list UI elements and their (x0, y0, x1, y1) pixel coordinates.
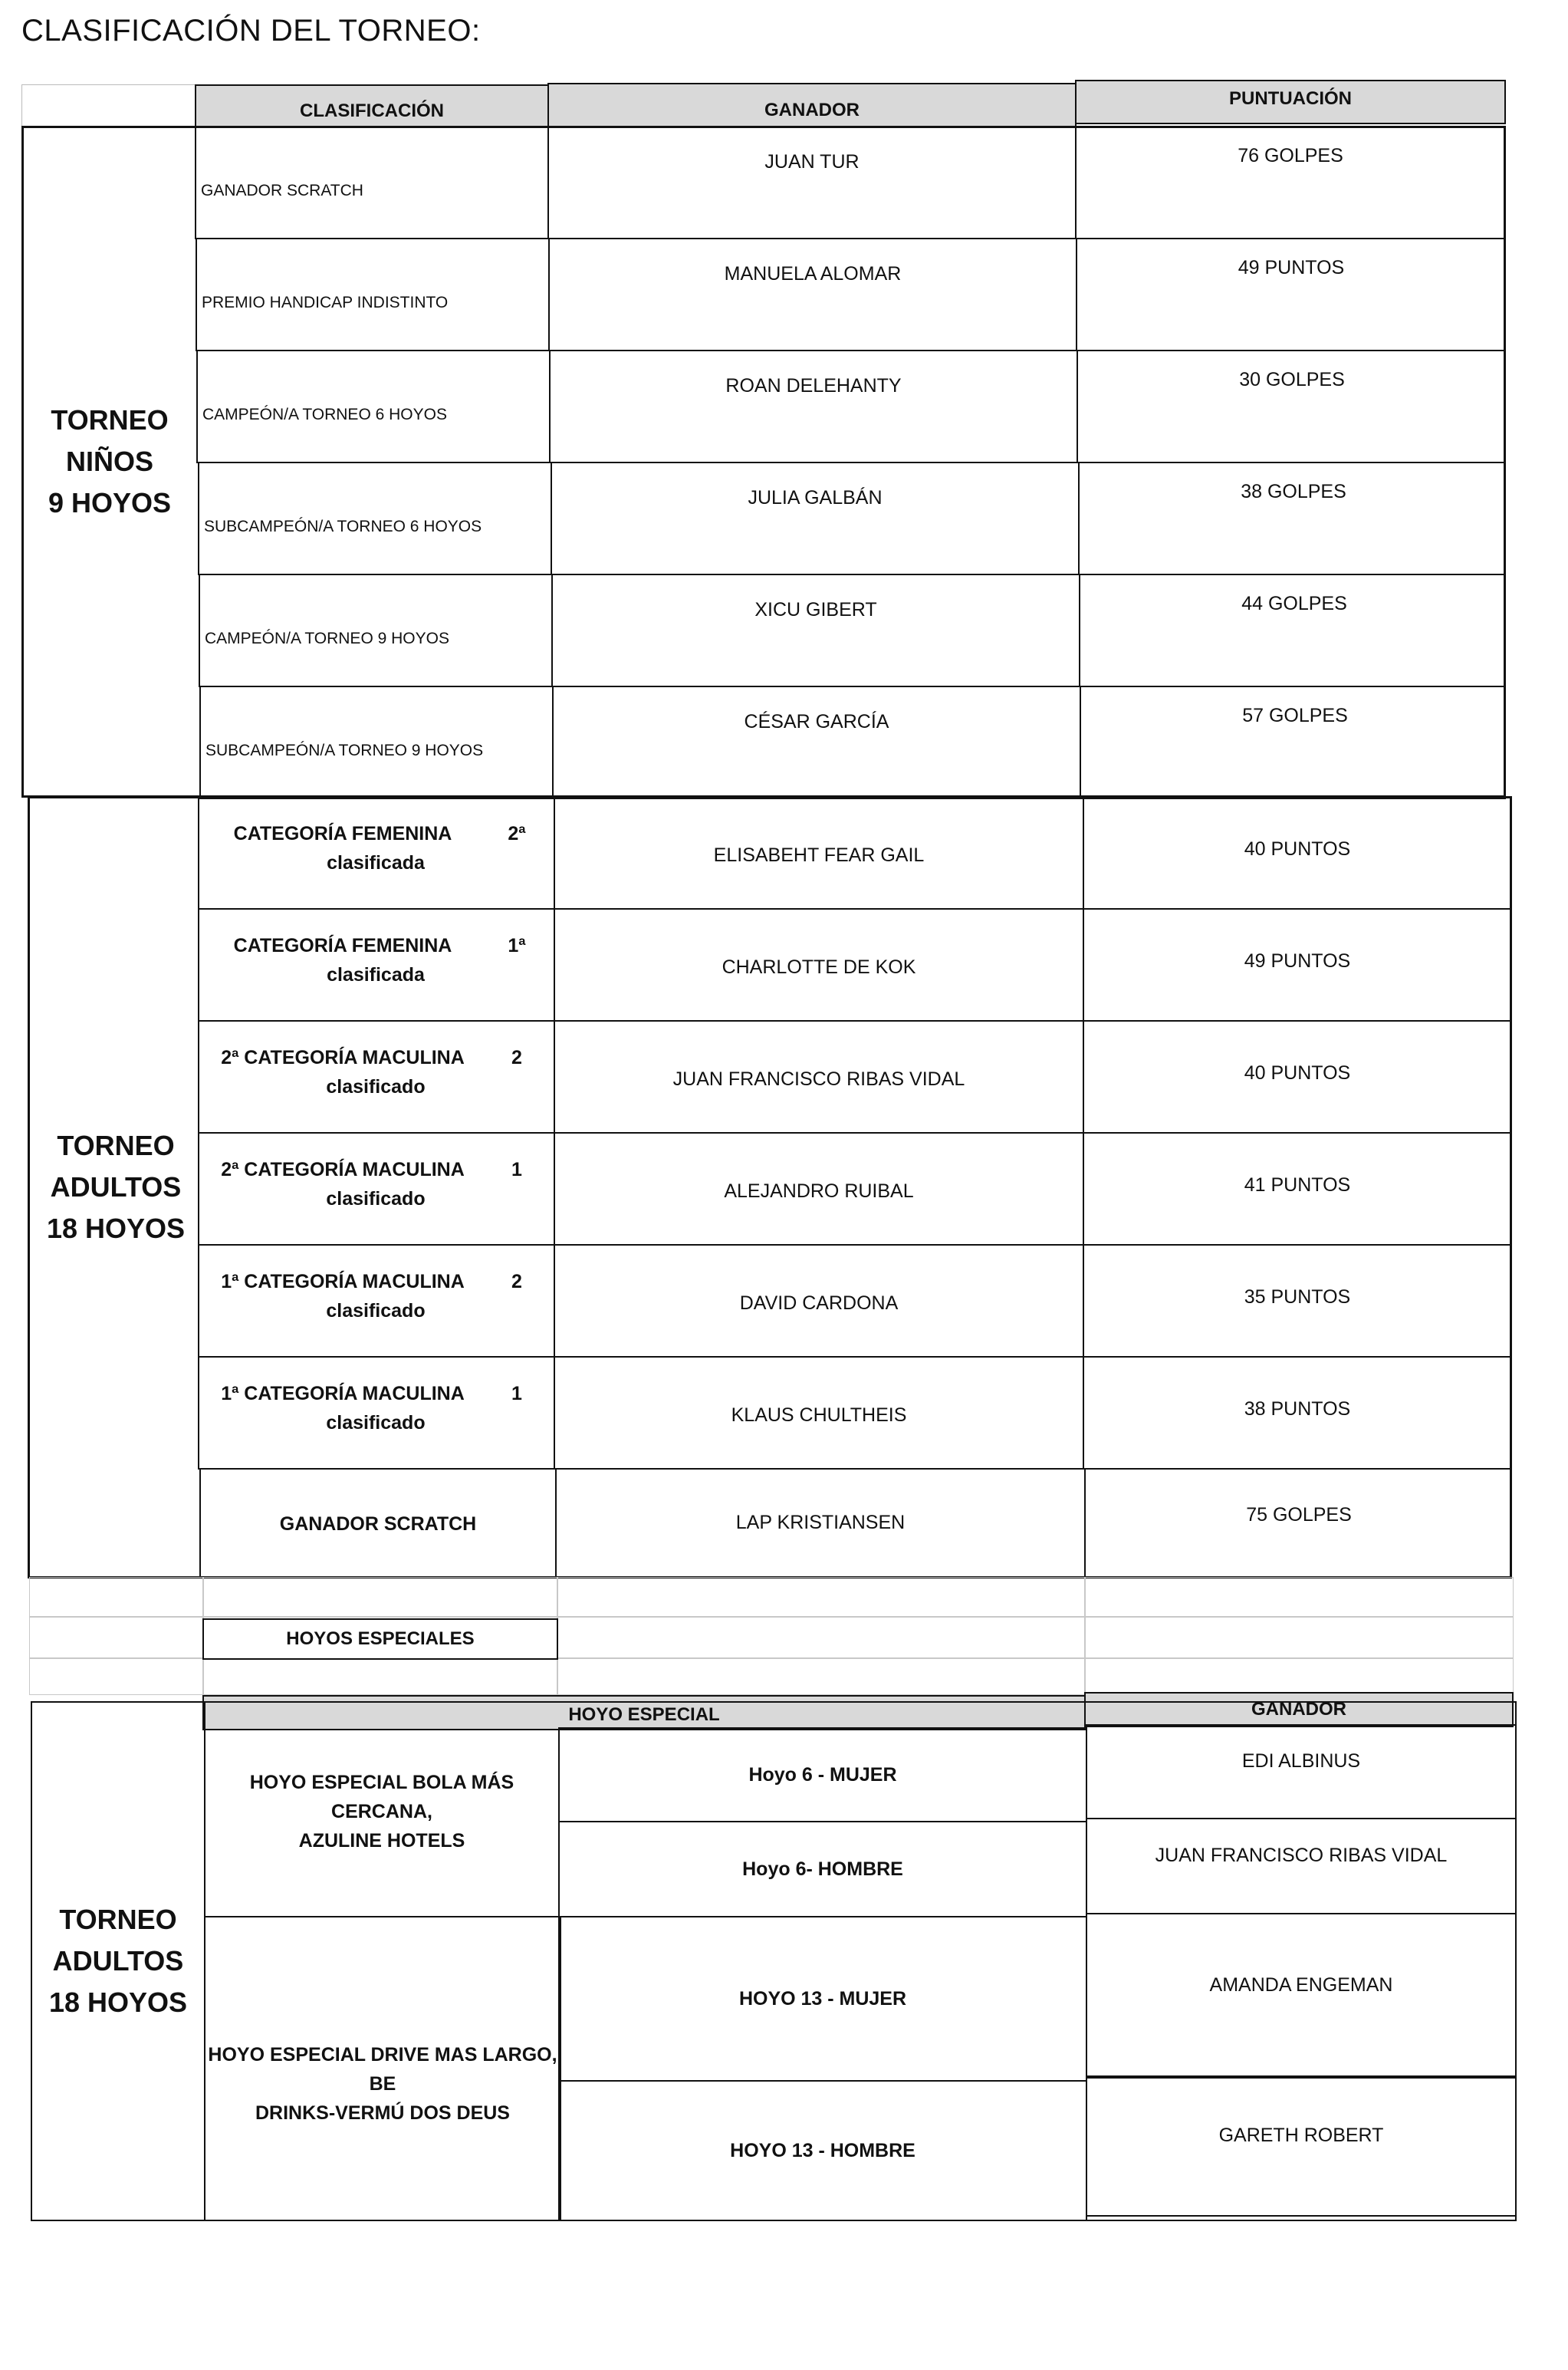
group-label-ninos (23, 126, 196, 798)
adultos-cat-main: CATEGORÍA FEMENINA (233, 822, 452, 844)
ninos-score: 76 GOLPES (1238, 144, 1343, 166)
adultos-cat-sub: clasificada (327, 963, 425, 986)
spacer-col-3 (1084, 1577, 1086, 1695)
special-hole: HOYO 13 - HOMBRE (730, 2139, 915, 2161)
adultos-cat-main: 2ª CATEGORÍA MACULINA (221, 1046, 465, 1068)
ninos-winner: ROAN DELEHANTY (725, 374, 902, 397)
group-special-line1: TORNEO (59, 1904, 177, 1935)
spacer-row-1 (29, 1577, 1514, 1617)
adultos-winner: KLAUS CHULTHEIS (731, 1404, 907, 1426)
adultos-score: 40 PUNTOS (1244, 838, 1351, 860)
ninos-category: PREMIO HANDICAP INDISTINTO (202, 294, 449, 311)
header-puntuacion: PUNTUACIÓN (1075, 80, 1506, 124)
adultos-scratch-category: GANADOR SCRATCH (279, 1513, 477, 1535)
ninos-winner: MANUELA ALOMAR (724, 262, 902, 285)
adultos-cat-num: 2 (511, 1270, 522, 1292)
ninos-score: 38 GOLPES (1241, 480, 1346, 502)
header-empty-cell (21, 84, 196, 127)
adultos-cat-sub: clasificado (326, 1299, 426, 1322)
page-title: CLASIFICACIÓN DEL TORNEO: (21, 14, 481, 48)
group-adultos-line1: TORNEO (57, 1130, 175, 1161)
hoyos-especiales-label: HOYOS ESPECIALES (202, 1618, 558, 1660)
adultos-cat-sub: clasificada (327, 851, 425, 874)
ninos-score: 30 GOLPES (1239, 368, 1345, 390)
adultos-cat-main: 2ª CATEGORÍA MACULINA (221, 1158, 465, 1180)
group-label-adultos (29, 796, 202, 1578)
ninos-winner: JUAN TUR (764, 150, 860, 173)
adultos-score: 41 PUNTOS (1244, 1173, 1351, 1196)
prize2-line1: HOYO ESPECIAL DRIVE MAS LARGO, BE (208, 2044, 557, 2095)
adultos-winner: ALEJANDRO RUIBAL (724, 1180, 914, 1202)
adultos-cat-num: 2 (511, 1046, 522, 1068)
group-label-special (31, 1701, 205, 2221)
group-special-line3: 18 HOYOS (48, 1987, 188, 2018)
special-hole: Hoyo 6 - MUJER (748, 1763, 897, 1786)
adultos-cat-sub: clasificado (326, 1075, 426, 1098)
adultos-cat-num: 1 (511, 1382, 522, 1404)
adultos-winner: JUAN FRANCISCO RIBAS VIDAL (672, 1068, 965, 1090)
header-ganador: GANADOR (547, 83, 1077, 127)
ninos-category: SUBCAMPEÓN/A TORNEO 9 HOYOS (205, 742, 484, 759)
special-winner: AMANDA ENGEMAN (1209, 1973, 1393, 1996)
adultos-cat-sub: clasificado (326, 1411, 426, 1434)
ninos-category: GANADOR SCRATCH (201, 182, 363, 199)
ninos-winner: CÉSAR GARCÍA (744, 710, 889, 732)
group-ninos-line2: NIÑOS (65, 446, 153, 477)
group-adultos-line2: ADULTOS (50, 1171, 182, 1203)
adultos-cat-main: 1ª CATEGORÍA MACULINA (221, 1270, 465, 1292)
ninos-score: 49 PUNTOS (1238, 256, 1345, 278)
special-prize-1 (204, 1729, 560, 1917)
ninos-category: CAMPEÓN/A TORNEO 9 HOYOS (205, 630, 449, 647)
ninos-winner: XICU GIBERT (754, 598, 877, 620)
adultos-score: 35 PUNTOS (1244, 1285, 1351, 1308)
header-clasificacion: CLASIFICACIÓN (195, 84, 549, 127)
adultos-scratch-winner: LAP KRISTIANSEN (735, 1511, 906, 1533)
adultos-score: 49 PUNTOS (1244, 950, 1351, 972)
special-winner: EDI ALBINUS (1241, 1750, 1361, 1772)
group-ninos-line1: TORNEO (51, 404, 169, 436)
group-adultos-line3: 18 HOYOS (46, 1213, 186, 1244)
adultos-score: 38 PUNTOS (1244, 1397, 1351, 1420)
adultos-cat-num: 1 (511, 1158, 522, 1180)
ninos-winner: JULIA GALBÁN (748, 486, 883, 509)
adultos-winner: CHARLOTTE DE KOK (722, 956, 916, 978)
adultos-cat-main: CATEGORÍA FEMENINA (233, 934, 452, 956)
prize1-line2: AZULINE HOTELS (298, 1830, 465, 1852)
group-ninos-line3: 9 HOYOS (48, 487, 172, 518)
ninos-score: 57 GOLPES (1242, 704, 1348, 726)
adultos-scratch-score: 75 GOLPES (1246, 1503, 1352, 1526)
ninos-score: 44 GOLPES (1241, 592, 1347, 614)
special-prize-2 (204, 1916, 561, 2221)
adultos-winner: DAVID CARDONA (739, 1292, 899, 1314)
special-winner: JUAN FRANCISCO RIBAS VIDAL (1155, 1844, 1448, 1866)
prize1-line1: HOYO ESPECIAL BOLA MÁS CERCANA, (249, 1772, 514, 1822)
special-winner: GARETH ROBERT (1218, 2124, 1384, 2146)
adultos-cat-num: 1ª (508, 934, 526, 956)
header-ganador-especial: GANADOR (1084, 1692, 1514, 1727)
header-hoyo-especial: HOYO ESPECIAL (202, 1695, 1086, 1730)
adultos-score: 40 PUNTOS (1244, 1062, 1351, 1084)
ninos-category: CAMPEÓN/A TORNEO 6 HOYOS (202, 406, 447, 423)
prize2-line2: DRINKS-VERMÚ DOS DEUS (255, 2102, 510, 2124)
ninos-category: SUBCAMPEÓN/A TORNEO 6 HOYOS (204, 518, 482, 535)
special-hole: Hoyo 6- HOMBRE (742, 1858, 903, 1880)
special-hole: HOYO 13 - MUJER (738, 1987, 907, 2010)
adultos-cat-sub: clasificado (326, 1187, 426, 1210)
group-special-line2: ADULTOS (52, 1945, 184, 1977)
adultos-winner: ELISABEHT FEAR GAIL (713, 844, 925, 866)
adultos-cat-num: 2ª (508, 822, 526, 844)
adultos-cat-main: 1ª CATEGORÍA MACULINA (221, 1382, 465, 1404)
spacer-row-3 (29, 1658, 1514, 1695)
